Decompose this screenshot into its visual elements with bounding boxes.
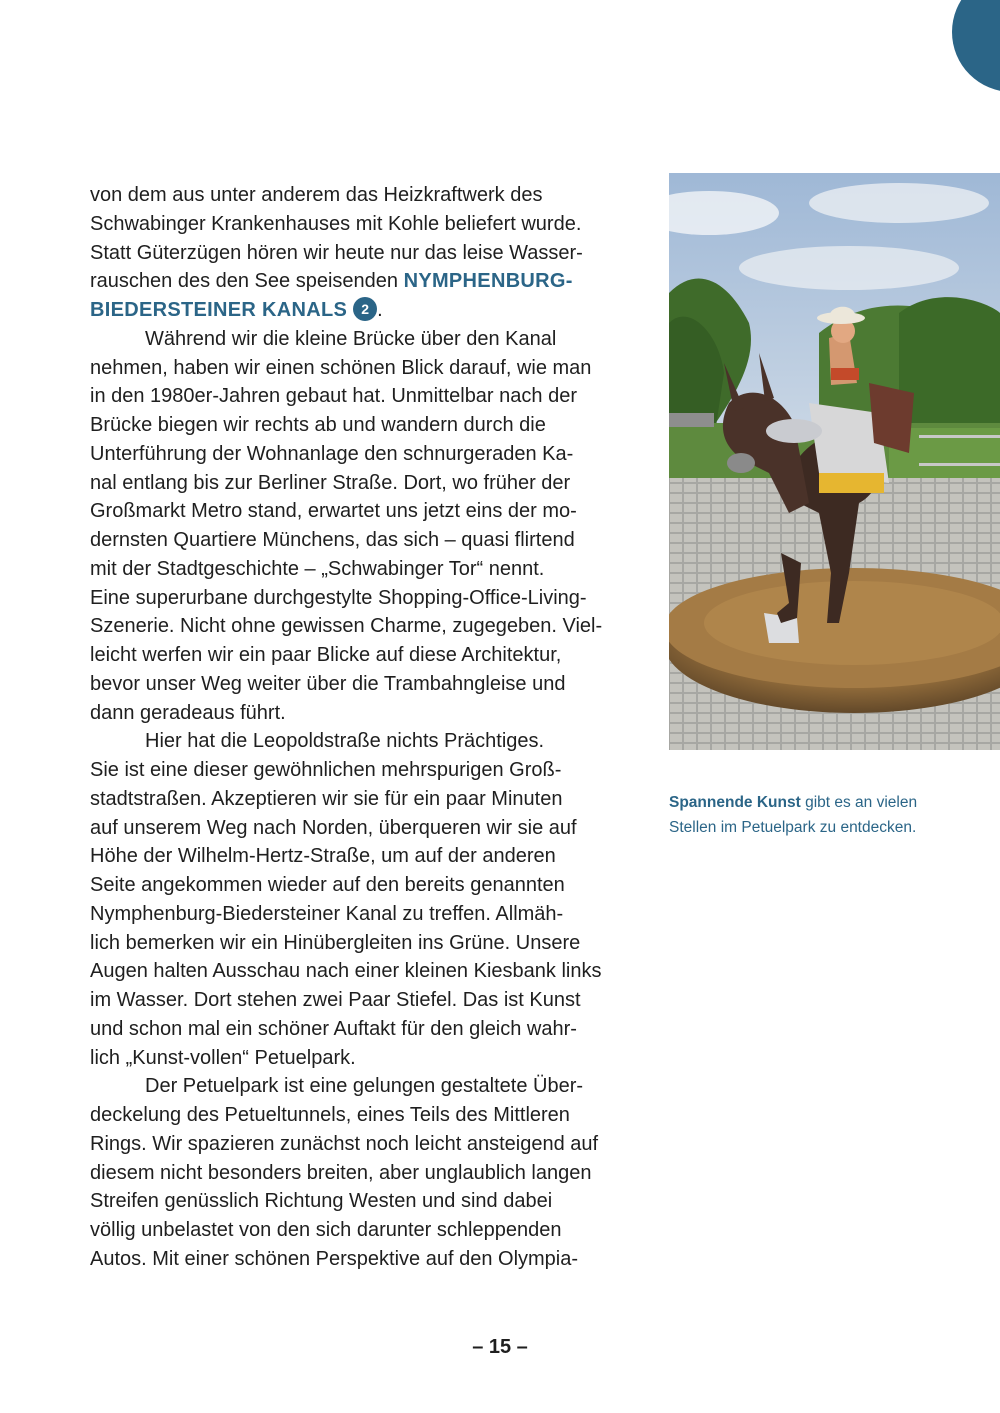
text-line: von dem aus unter anderem das Heizkraftwerk des — [90, 184, 543, 206]
chapter-corner-tab — [952, 0, 1000, 92]
text-line: Während wir die kleine Brücke über den Kanal — [145, 327, 557, 350]
text-line — [90, 296, 620, 325]
highlighted-place-name: BIEDERSTEINER KANALS — [90, 299, 348, 321]
caption-text: gibt es an vielen Stellen im Petuelpark zu entdecken. — [669, 794, 918, 836]
highlighted-place-name: NYMPHENBURG- — [403, 270, 573, 293]
text-line: Der Petuelpark ist eine gelungen gestaltete Über- — [145, 1075, 584, 1098]
page-number: – 15 – — [472, 1336, 528, 1358]
text-line: Hier hat die Leopoldstraße nichts Prächtiges. — [145, 730, 545, 753]
text-line: dernsten Quartiere Münchens, das sich – quasi flirtend — [90, 529, 575, 551]
photo-caption — [669, 790, 919, 840]
text-line: bevor unser Weg weiter über die Trambahngleise und — [90, 672, 566, 695]
text-line — [90, 267, 620, 296]
text-line: Eine superurbane durchgestylte Shopping-Office-Living- — [90, 586, 587, 609]
text-line: im Wasser. Dort stehen zwei Paar Stiefel. Das ist Kunst — [90, 989, 581, 1011]
text-line: leicht werfen wir ein paar Blicke auf diese Architektur, — [90, 644, 562, 666]
text-line: mit der Stadtgeschichte – „Schwabinger Tor“ nennt. — [90, 557, 545, 580]
text-line: Brücke biegen wir rechts ab und wandern durch die — [90, 414, 546, 436]
text-segment: rauschen des den See speisenden — [90, 270, 404, 293]
text-line: nehmen, haben wir einen schönen Blick darauf, wie man — [90, 356, 592, 379]
text-line: Schwabinger Krankenhauses mit Kohle beliefert wurde. — [90, 212, 582, 235]
text-line: und schon mal ein schöner Auftakt für den gleich wahr- — [90, 1017, 577, 1040]
text-line: Seite angekommen wieder auf den bereits genannten — [90, 874, 565, 896]
text-line: stadtstraßen. Akzeptieren wir sie für ein paar Minuten — [90, 787, 563, 810]
text-line: dann geradeaus führt. — [90, 701, 286, 724]
text-line: Rings. Wir spazieren zunächst noch leicht ansteigend auf — [90, 1132, 599, 1155]
text-line: Unterführung der Wohnanlage den schnurgeraden Ka- — [90, 442, 574, 465]
map-marker-number: 2 — [353, 297, 377, 321]
text-line: lich bemerken wir ein Hinübergleiten ins Grüne. Unsere — [90, 931, 581, 954]
text-line: lich „Kunst-vollen“ Petuelpark. — [90, 1046, 356, 1069]
text-line: Höhe der Wilhelm-Hertz-Straße, um auf der anderen — [90, 845, 556, 868]
text-line: nal entlang bis zur Berliner Straße. Dort, wo früher der — [90, 471, 571, 494]
text-line: deckelung des Petueltunnels, eines Teils des Mittleren — [90, 1104, 570, 1126]
text-line: völlig unbelastet von den sich darunter schleppenden — [90, 1219, 562, 1241]
text-segment: . — [377, 299, 383, 321]
text-line: Szenerie. Nicht ohne gewissen Charme, zugegeben. Viel- — [90, 615, 603, 638]
text-line: in den 1980er-Jahren gebaut hat. Unmittelbar nach der — [90, 385, 577, 408]
text-line: Nymphenburg-Biedersteiner Kanal zu treffen. Allmäh- — [90, 902, 564, 925]
text-line: diesem nicht besonders breiten, aber unglaublich langen — [90, 1161, 592, 1184]
text-line: Augen halten Ausschau nach einer kleinen Kiesbank links — [90, 960, 602, 983]
caption-lead: Spannende Kunst — [669, 794, 801, 811]
text-line: Sie ist eine dieser gewöhnlichen mehrspurigen Groß- — [90, 759, 562, 781]
text-line: auf unserem Weg nach Norden, überqueren wir sie auf — [90, 816, 577, 839]
text-line: Großmarkt Metro stand, erwartet uns jetzt eins der mo- — [90, 500, 577, 523]
text-line: Autos. Mit einer schönen Perspektive auf den Olympia- — [90, 1247, 579, 1270]
body-text — [90, 181, 620, 1274]
text-line: Streifen genüsslich Richtung Westen und sind dabei — [90, 1190, 553, 1213]
sculpture-photo — [669, 173, 1000, 750]
text-line: Statt Güterzügen hören wir heute nur das leise Wasser- — [90, 241, 583, 264]
